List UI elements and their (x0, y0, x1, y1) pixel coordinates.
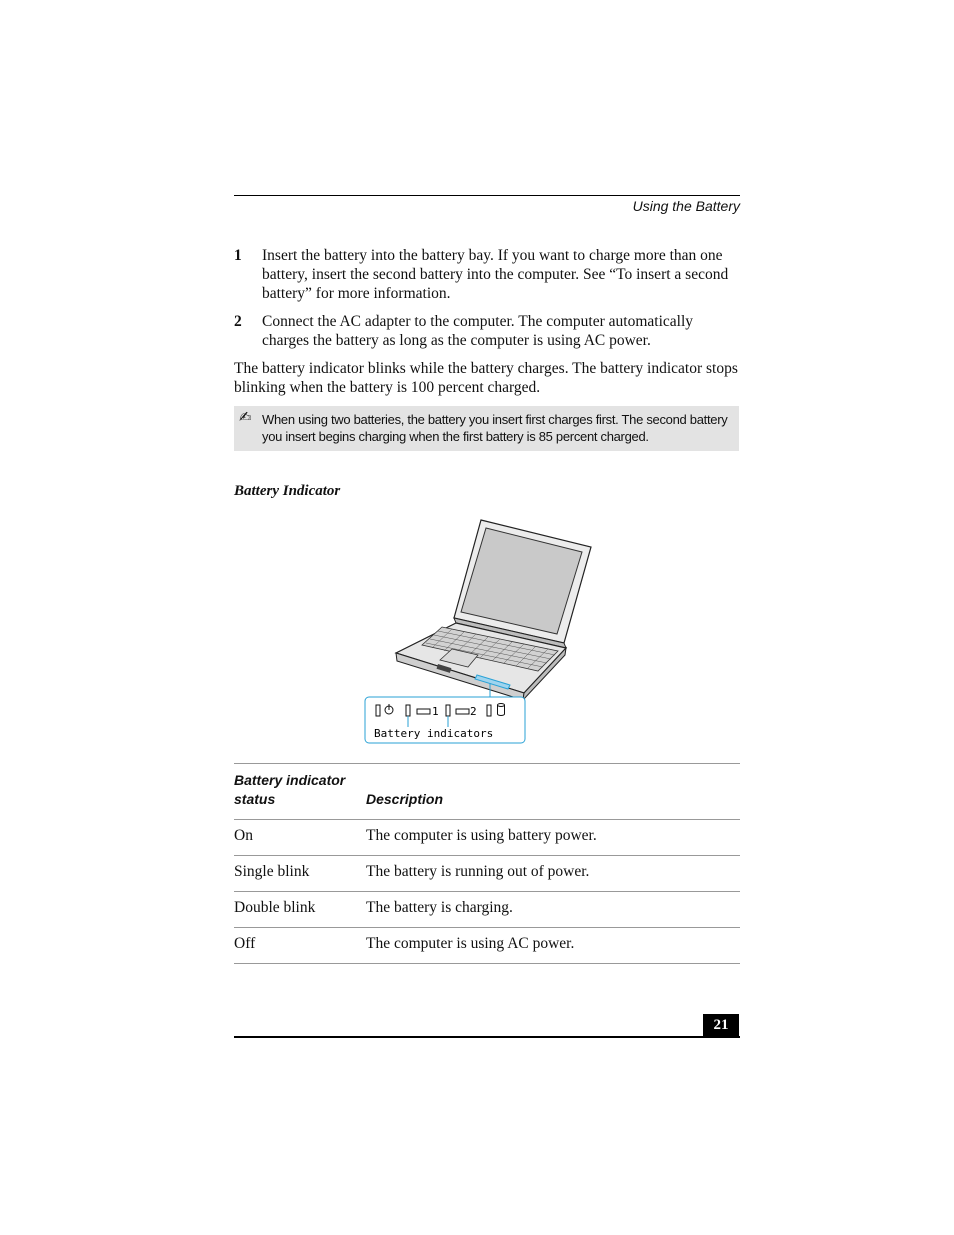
laptop-illustration (360, 515, 600, 750)
table-row (234, 892, 740, 928)
pencil-note-icon: ✍ (239, 408, 252, 426)
column-header-status: Battery indicator status (234, 772, 346, 807)
battery-2-number: 2 (470, 705, 477, 718)
step-2 (234, 312, 740, 350)
step-number: 2 (234, 313, 242, 330)
step-number: 1 (234, 247, 242, 264)
description-cell: The computer is using AC power. (366, 935, 575, 952)
table-row (234, 856, 740, 892)
battery-indicators-label: Battery indicators (374, 727, 494, 740)
figure-title: Battery Indicator (234, 483, 341, 499)
step-1 (234, 246, 740, 303)
table-header (234, 763, 740, 820)
note-text: When using two batteries, the battery you insert first charges first. The second battery you insert begins charging when the first battery is 85 percent charged. (262, 412, 728, 444)
table-row (234, 820, 740, 856)
table-row (234, 928, 740, 964)
status-cell: Single blink (234, 863, 310, 880)
status-cell: On (234, 827, 253, 844)
description-cell: The computer is using battery power. (366, 827, 597, 844)
laptop-figure (360, 515, 600, 750)
description-cell: The battery is running out of power. (366, 863, 590, 880)
header-rule (234, 195, 740, 196)
step-text: Connect the AC adapter to the computer. The computer automatically charges the battery as long as the computer is using AC power. (262, 313, 694, 349)
footer-rule (234, 1036, 740, 1038)
step-text: Insert the battery into the battery bay. If you want to charge more than one battery, insert the second battery into the computer. See “To insert a second battery” for more information. (262, 247, 729, 302)
description-cell: The battery is charging. (366, 899, 513, 916)
status-cell: Off (234, 935, 256, 952)
body-paragraph: The battery indicator blinks while the battery charges. The battery indicator stops blinking when the battery is 100 percent charged. (234, 360, 738, 396)
battery-1-number: 1 (432, 705, 439, 718)
section-title: Using the Battery (632, 198, 740, 214)
indicator-table (234, 763, 740, 964)
note-box (234, 406, 739, 451)
column-header-description: Description (366, 791, 444, 807)
page-number: 21 (703, 1014, 739, 1037)
status-cell: Double blink (234, 899, 316, 916)
